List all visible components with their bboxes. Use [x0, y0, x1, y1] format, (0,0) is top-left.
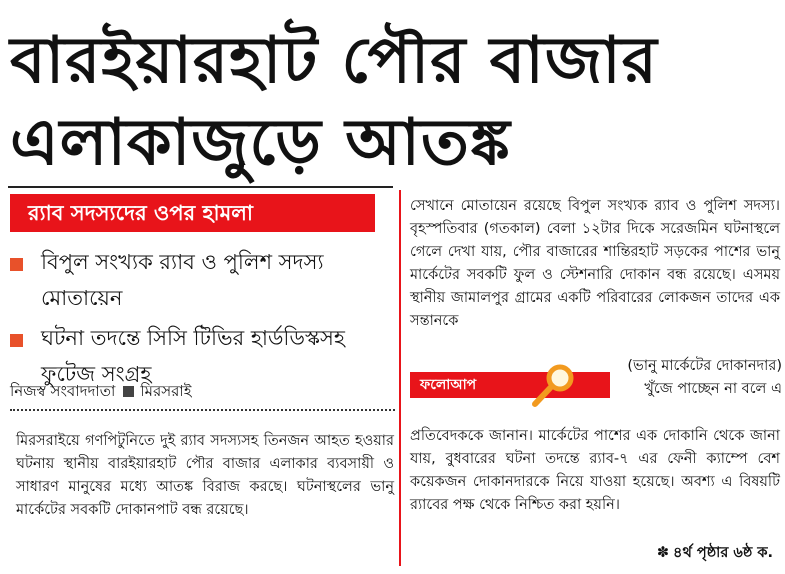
byline-separator-icon	[123, 386, 134, 397]
byline-reporter: নিজস্ব সংবাদদাতা	[10, 382, 116, 400]
section-rule	[8, 186, 393, 188]
bullet-square-icon	[10, 258, 23, 271]
byline	[10, 381, 192, 401]
byline-location: মিরসরাই	[140, 382, 192, 400]
bullet-text: ঘটনা তদন্তে সিসি টিভির হার্ডডিস্কসহ ফুটেজ সংগ্রহ	[41, 326, 345, 386]
article-body-right-bottom: প্রতিবেদককে জানান। মার্কেটের পাশের এক দোকানি থেকে জানা যায়, বুধবারের ঘটনা তদন্তে র‍্যাব-৭ এর ফেনী ক্যাম্পে বেশ কয়েকজন দোকানদারকে নিয়ে যাওয়া হয়েছে। অবশ্য এ বিষয়টি র‍্যাবের পক্ষ থেকে নিশ্চিত করা হয়নি।	[410, 428, 780, 513]
magnifier-icon	[528, 362, 578, 410]
bullet-item	[10, 244, 400, 316]
flower-icon: ✽	[656, 545, 670, 561]
follow-up-banner: ফলোআপ	[410, 372, 610, 398]
bullet-text: বিপুল সংখ্যক র‍্যাব ও পুলিশ সদস্য মোতায়েন	[41, 250, 324, 310]
headline-line-2: এলাকাজুড়ে আতঙ্ক	[10, 106, 511, 180]
continuation-text: ৪র্থ পৃষ্ঠার ৬ষ্ঠ ক.	[673, 545, 773, 561]
highlight-bullets	[10, 244, 400, 396]
headline	[10, 20, 780, 184]
column-divider	[399, 190, 401, 566]
bullet-square-icon	[10, 334, 23, 347]
dotted-divider	[10, 409, 395, 411]
continuation-ref	[657, 543, 773, 563]
article-body-right-top: সেখানে মোতায়েন রয়েছে বিপুল সংখ্যক র‍্যাব ও পুলিশ সদস্য। বৃহস্পতিবার (গতকাল) বেলা ১২টার দিকে সরেজমিন ঘটনাস্থলে গেলে দেখা যায়, পৌর বাজারের শান্তিরহাট সড়কের পাশের ভানু মার্কেটের সবকটি ফুল ও স্টেশনারি দোকান বন্ধ রয়েছে। এসময় স্থানীয় জামালপুর গ্রামের একটি পরিবারের লোকজন তাদের এক সন্তানকে	[410, 198, 780, 329]
subheadline-banner: র‍্যাব সদস্যদের ওপর হামলা	[10, 194, 375, 232]
headline-line-1: বারইয়ারহাট পৌর বাজার	[10, 24, 658, 98]
article-body-left: মিরসরাইয়ে গণপিটুনিতে দুই র‍্যাব সদস্যসহ তিনজন আহত হওয়ার ঘটনায় স্থানীয় বারইয়ারহাট পৌর বাজার এলাকার ব্যবসায়ী ও সাধারণ মানুষের মধ্যে আতঙ্ক বিরাজ করছে। ঘটনাস্থলের ভানু মার্কেটের সবকটি দোকানপাট বন্ধ রয়েছে।	[16, 433, 394, 518]
article-body-right-wrap: (ভানু মার্কেটের দোকানদার) খুঁজে পাচ্ছেন না বলে এ	[627, 358, 782, 397]
